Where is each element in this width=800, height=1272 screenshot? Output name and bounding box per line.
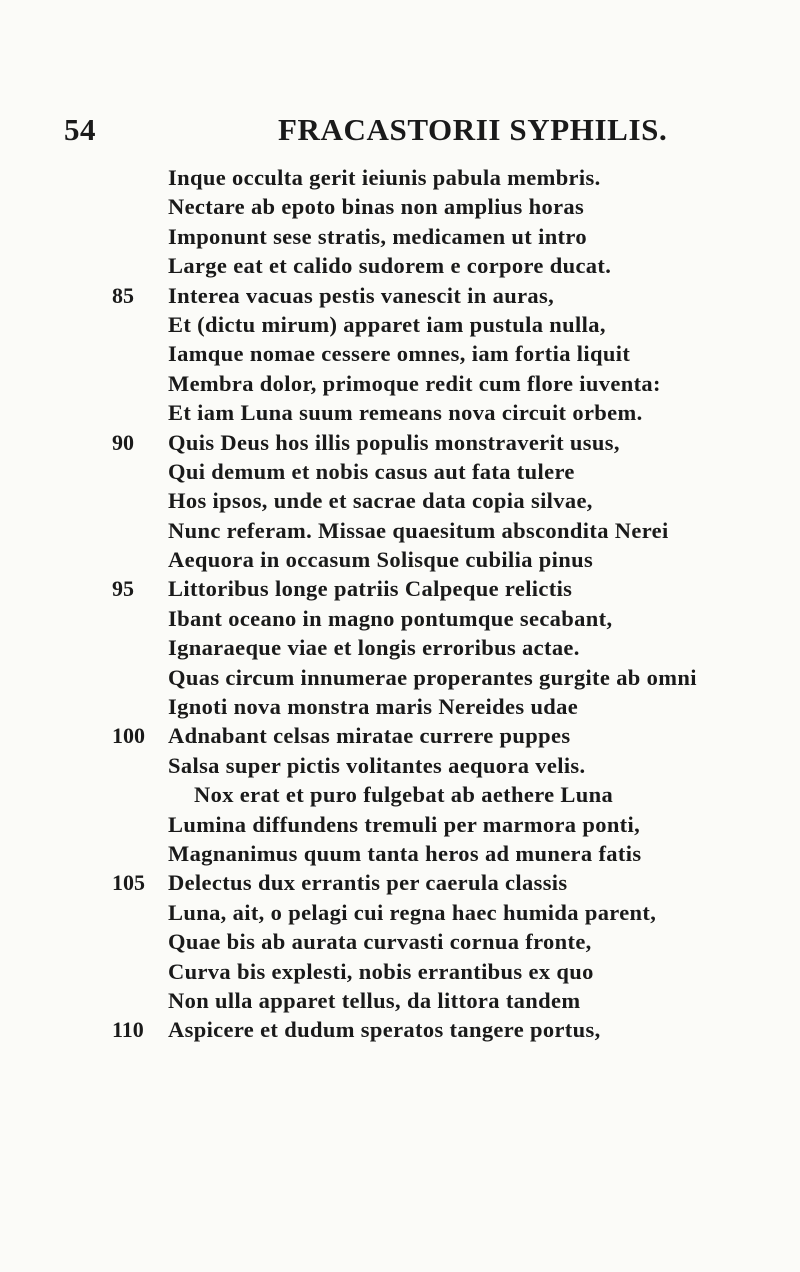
verse-line — [0, 868, 800, 897]
verse-text: Nunc referam. Missae quaesitum abscondita Nerei — [168, 517, 669, 543]
verse-line — [0, 251, 800, 280]
verse-line — [0, 310, 800, 339]
verse-line — [0, 780, 800, 809]
verse-text: Imponunt sese stratis, medicamen ut intro — [168, 223, 587, 249]
verse-text: Iamque nomae cessere omnes, iam fortia liquit — [168, 341, 631, 367]
verse-text: Large eat et calido sudorem e corpore ducat. — [168, 253, 612, 279]
verse-line — [0, 516, 800, 545]
verse-text: Nectare ab epoto binas non amplius horas — [168, 194, 585, 220]
verse-line — [0, 369, 800, 398]
verse-text: Nox erat et puro fulgebat ab aethere Luna — [194, 782, 614, 808]
verse-line — [0, 398, 800, 427]
verse-line — [0, 574, 800, 603]
verse-line — [0, 222, 800, 251]
page-header — [0, 112, 800, 152]
verse-text: Adnabant celsas miratae currere puppes — [168, 723, 571, 749]
verse-text: Ibant oceano in magno pontumque secabant, — [168, 605, 613, 631]
verse-line — [0, 692, 800, 721]
verse-text: Ignaraeque viae et longis erroribus actae. — [168, 635, 580, 661]
verse-text: Aequora in occasum Solisque cubilia pinus — [168, 547, 594, 573]
verse-line — [0, 721, 800, 750]
verse-text: Littoribus longe patriis Calpeque relictis — [168, 576, 573, 602]
verse-text: Et (dictu mirum) apparet iam pustula nulla, — [168, 311, 606, 337]
verse-line — [0, 1015, 800, 1044]
line-number: 105 — [112, 870, 145, 896]
verse-text: Aspicere et dudum speratos tangere portus, — [168, 1017, 601, 1043]
verse-line — [0, 604, 800, 633]
verse-line — [0, 839, 800, 868]
verse-block — [0, 163, 800, 1045]
line-number: 85 — [112, 282, 134, 308]
verse-line — [0, 751, 800, 780]
verse-text: Et iam Luna suum remeans nova circuit orbem. — [168, 400, 643, 426]
verse-line — [0, 339, 800, 368]
verse-text: Luna, ait, o pelagi cui regna haec humida parent, — [168, 899, 657, 925]
verse-text: Magnanimus quum tanta heros ad munera fatis — [168, 840, 642, 866]
verse-text: Quae bis ab aurata curvasti cornua fronte, — [168, 929, 592, 955]
verse-line — [0, 810, 800, 839]
verse-line — [0, 486, 800, 515]
verse-line — [0, 545, 800, 574]
verse-text: Interea vacuas pestis vanescit in auras, — [168, 282, 555, 308]
verse-text: Ignoti nova monstra maris Nereides udae — [168, 694, 579, 720]
line-number: 95 — [112, 576, 134, 602]
verse-text: Lumina diffundens tremuli per marmora ponti, — [168, 811, 641, 837]
verse-line — [0, 457, 800, 486]
verse-line — [0, 927, 800, 956]
verse-text: Curva bis explesti, nobis errantibus ex quo — [168, 958, 594, 984]
verse-text: Quas circum innumerae properantes gurgite ab omni — [168, 664, 697, 690]
verse-text: Delectus dux errantis per caerula classis — [168, 870, 568, 896]
verse-line — [0, 898, 800, 927]
verse-line — [0, 633, 800, 662]
verse-text: Qui demum et nobis casus aut fata tulere — [168, 458, 575, 484]
page-number: 54 — [64, 112, 96, 147]
verse-line — [0, 192, 800, 221]
verse-line — [0, 163, 800, 192]
verse-line — [0, 428, 800, 457]
running-title: FRACASTORII SYPHILIS. — [278, 112, 668, 147]
verse-line — [0, 986, 800, 1015]
verse-line — [0, 663, 800, 692]
verse-text: Salsa super pictis volitantes aequora velis. — [168, 752, 586, 778]
verse-line — [0, 957, 800, 986]
line-number: 90 — [112, 429, 134, 455]
verse-text: Inque occulta gerit ieiunis pabula membris. — [168, 165, 601, 190]
verse-text: Membra dolor, primoque redit cum flore iuventa: — [168, 370, 661, 396]
line-number: 100 — [112, 723, 145, 749]
verse-text: Hos ipsos, unde et sacrae data copia silvae, — [168, 488, 593, 514]
verse-line — [0, 281, 800, 310]
line-number: 110 — [112, 1017, 144, 1043]
verse-text: Non ulla apparet tellus, da littora tandem — [168, 987, 581, 1013]
verse-text: Quis Deus hos illis populis monstraverit usus, — [168, 429, 620, 455]
